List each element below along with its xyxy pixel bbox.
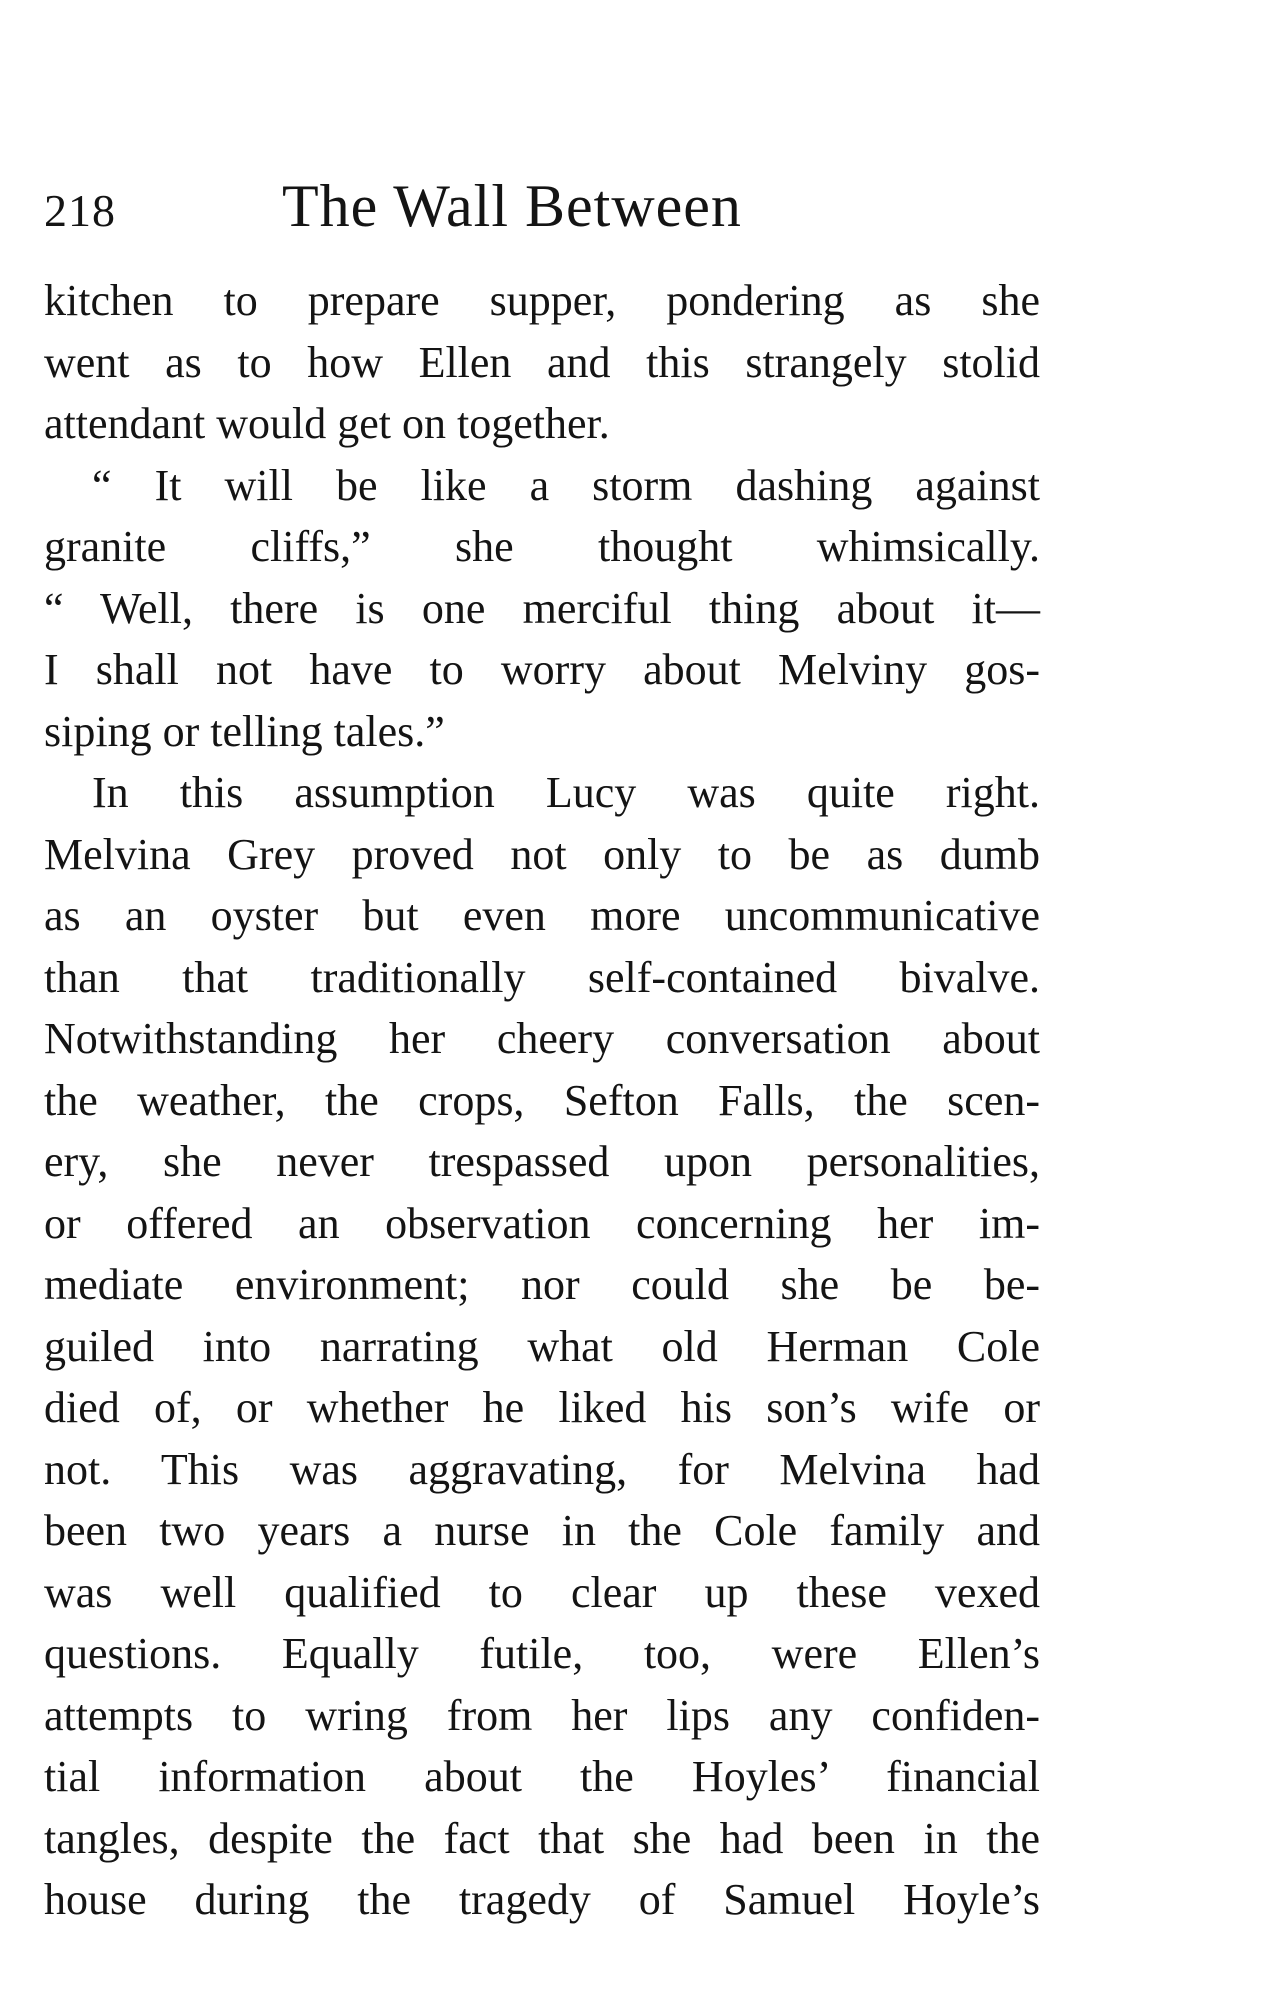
text-line: Notwithstanding her cheery conversation about [44,1014,1040,1063]
text-line: tangles, despite the fact that she had been in the [44,1813,1040,1863]
text-line: “ It will be like a storm dashing against [92,460,1040,510]
text-line: mediate environment; nor could she be be- [44,1260,1040,1309]
page-number: 218 [44,185,116,236]
text-line: as an oyster but even more uncommunicative [44,891,1040,940]
text-line: Melvina Grey proved not only to be as dumb [44,829,1040,879]
text-line: than that traditionally self-contained bivalve. [44,952,1040,1002]
text-line: was well qualified to clear up these vexed [44,1567,1040,1617]
text-line: the weather, the crops, Sefton Falls, the scen- [44,1075,1040,1125]
text-line: attendant would get on together. [44,399,610,448]
text-line: not. This was aggravating, for Melvina had [44,1444,1040,1494]
text-line: granite cliffs,” she thought whimsically. [44,522,1040,571]
text-line: attempts to wring from her lips any confiden- [44,1690,1040,1740]
text-line: I shall not have to worry about Melviny gos- [44,645,1040,694]
text-line: ery, she never trespassed upon personalities, [44,1137,1040,1186]
body-text [44,270,1040,1931]
running-title: The Wall Between [282,173,742,239]
page-header [44,172,1040,242]
text-line: kitchen to prepare supper, pondering as she [44,276,1040,325]
text-line: In this assumption Lucy was quite right. [92,768,1040,817]
text-line: or offered an observation concerning her im- [44,1198,1040,1248]
text-line: questions. Equally futile, too, were Ellen’s [44,1629,1040,1678]
text-line: guiled into narrating what old Herman Cole [44,1321,1040,1371]
text-line: died of, or whether he liked his son’s wife or [44,1383,1040,1432]
text-line: house during the tragedy of Samuel Hoyle’s [44,1875,1040,1924]
text-line: tial information about the Hoyles’ financial [44,1752,1040,1801]
text-line: siping or telling tales.” [44,706,445,756]
text-line: been two years a nurse in the Cole family and [44,1506,1040,1555]
text-line: went as to how Ellen and this strangely stolid [44,337,1040,387]
text-line: “ Well, there is one merciful thing about it— [44,583,1040,633]
book-page [44,0,1040,2010]
